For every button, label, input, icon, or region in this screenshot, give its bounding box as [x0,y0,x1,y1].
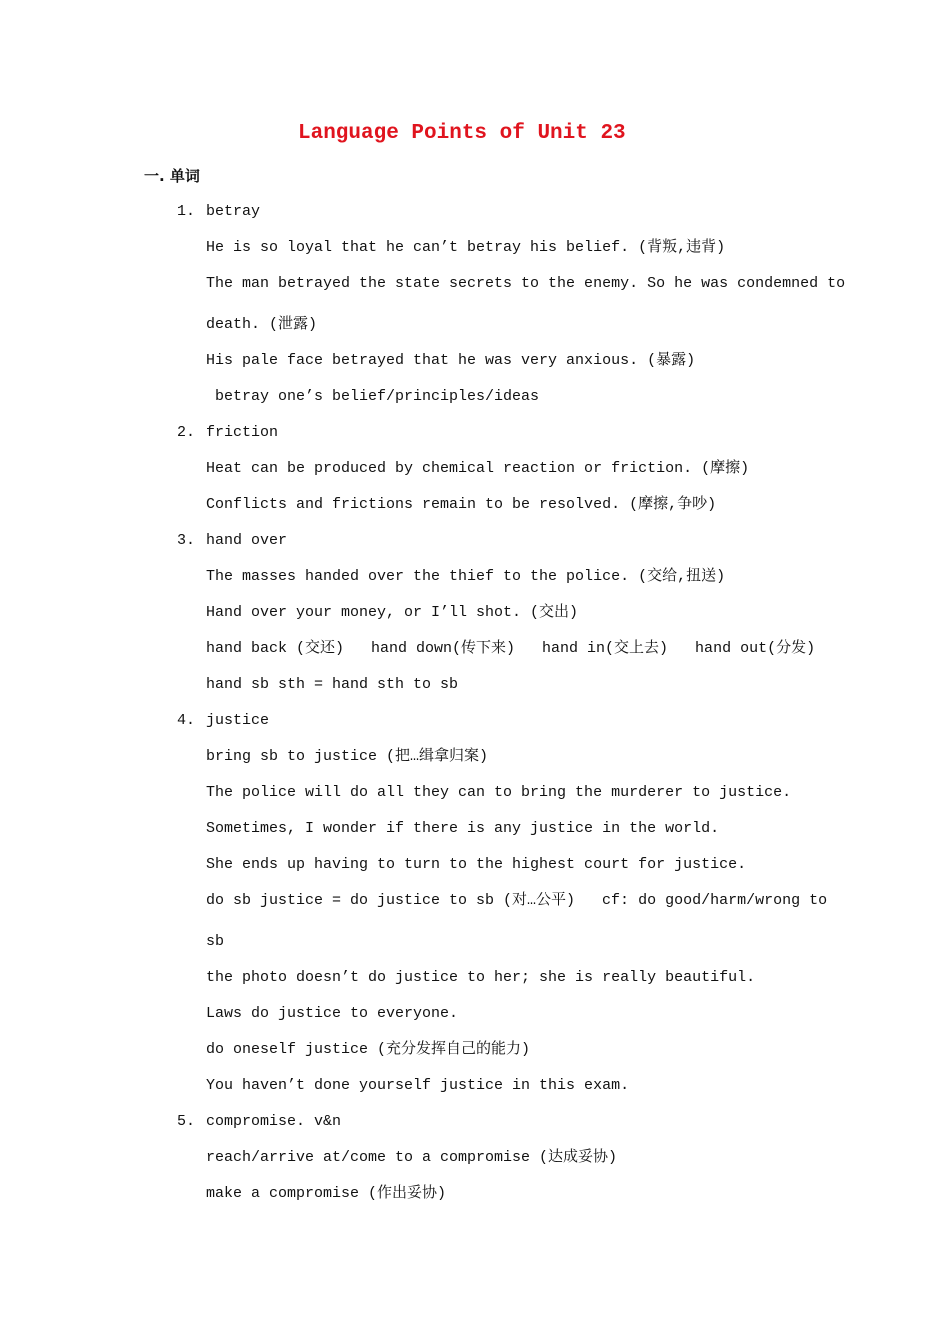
entry-number: 5. [177,1113,196,1130]
example-line: do oneself justice (充分发挥自己的能力) [206,1041,531,1058]
example-line: She ends up having to turn to the highest court for justice. [206,856,747,873]
example-line: The police will do all they can to bring the murderer to justice. [206,784,792,801]
entry-word: betray [206,203,261,220]
entry-word: compromise. v&n [206,1113,342,1130]
example-line: Conflicts and frictions remain to be resolved. (摩擦,争吵) [206,496,717,513]
example-line: make a compromise (作出妥协) [206,1185,447,1202]
example-line: betray one’s belief/principles/ideas [206,388,540,405]
example-line: bring sb to justice (把…缉拿归案) [206,748,489,765]
entry-word: friction [206,424,279,441]
example-line: His pale face betrayed that he was very anxious. (暴露) [206,352,696,369]
entry-number: 4. [177,712,196,729]
example-line: hand back (交还) hand down(传下来) hand in(交上去) hand out(分发) [206,640,816,657]
example-line: The man betrayed the state secrets to the enemy. So he was condemned to [206,275,846,292]
example-line: sb [206,933,225,950]
example-line: reach/arrive at/come to a compromise (达成妥协) [206,1149,618,1166]
entry-word: hand over [206,532,288,549]
example-line: Sometimes, I wonder if there is any justice in the world. [206,820,720,837]
entry-number: 3. [177,532,196,549]
example-line: the photo doesn’t do justice to her; she is really beautiful. [206,969,756,986]
example-line: He is so loyal that he can’t betray his belief. (背叛,违背) [206,239,726,256]
example-line: hand sb sth = hand sth to sb [206,676,459,693]
example-line: Heat can be produced by chemical reaction or friction. (摩擦) [206,460,750,477]
section-heading: 一. 单词 [144,167,200,185]
example-line: Laws do justice to everyone. [206,1005,459,1022]
example-line: death. (泄露) [206,316,318,333]
entry-number: 1. [177,203,196,220]
entry-word: justice [206,712,270,729]
example-line: do sb justice = do justice to sb (对…公平) cf: do good/harm/wrong to [206,892,828,909]
example-line: Hand over your money, or I’ll shot. (交出) [206,604,579,621]
example-line: The masses handed over the thief to the police. (交给,扭送) [206,568,726,585]
example-line: You haven’t done yourself justice in this exam. [206,1077,630,1094]
document-title: Language Points of Unit 23 [298,122,626,145]
entry-number: 2. [177,424,196,441]
